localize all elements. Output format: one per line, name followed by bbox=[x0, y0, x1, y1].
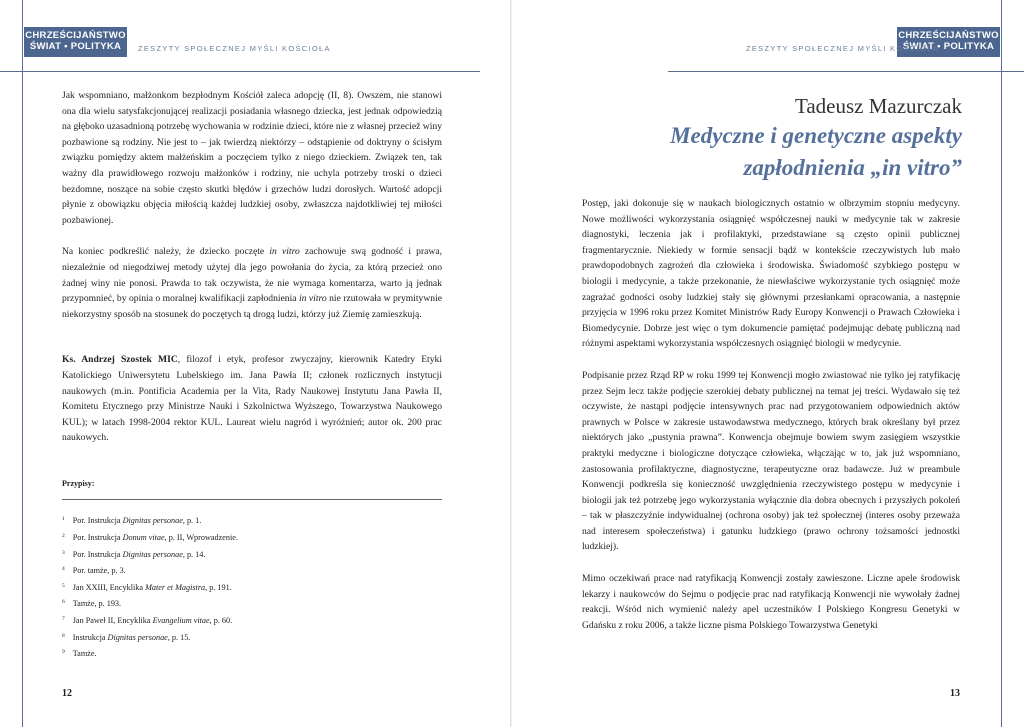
footnote-text: , p. 14. bbox=[182, 549, 206, 559]
footnote-number: 3 bbox=[62, 549, 65, 556]
text-run: Na koniec podkreślić należy, że dziecko poczęte bbox=[62, 246, 270, 258]
footnote bbox=[62, 579, 442, 596]
footnote bbox=[62, 512, 442, 529]
running-header: ZESZYTY SPOŁECZNEJ MYŚLI KOŚCIOŁA bbox=[746, 44, 939, 53]
footnote-text: , p. 1. bbox=[182, 516, 202, 526]
bio-name: Ks. Andrzej Szostek MIC bbox=[62, 354, 178, 366]
logo-line-1: CHRZEŚCIJAŃSTWO bbox=[898, 30, 999, 41]
margin-rule bbox=[1001, 0, 1002, 727]
footnote bbox=[62, 546, 442, 563]
footnote-number: 1 bbox=[62, 516, 65, 523]
footnote-text: Tamże. bbox=[72, 649, 97, 659]
footnote-text-italic: Donum vitae bbox=[122, 533, 165, 543]
footnote-text: Por. tamże, p. 3. bbox=[72, 566, 126, 576]
footnote-text-italic: Dignitas personae bbox=[122, 516, 183, 526]
footnote-number: 6 bbox=[62, 599, 65, 606]
text-run: zachowuje swą godność i prawa, niezależnie od niegodziwej metody użytej dla jego powołania do życia, za którą przecież ono żadnej winy nie ponosi. Prawda to tak oczywista, że nie wymaga komentarza, warto ją jednak przypomnieć, by opinia o moralnej kwalifikacji zapłodnienia bbox=[62, 246, 443, 305]
footnote-text: , p. 191. bbox=[205, 582, 232, 592]
footnote bbox=[62, 645, 442, 662]
footnote-text: , p. II, Wprowadzenie. bbox=[164, 533, 238, 543]
footnote-number: 7 bbox=[62, 616, 65, 623]
footnotes-rule bbox=[62, 499, 442, 500]
text-run-italic: in vitro bbox=[269, 246, 300, 258]
footnote-text-italic: Evangelium vitae bbox=[152, 616, 210, 626]
footnote-text: , p. 60. bbox=[209, 616, 233, 626]
footnote-number: 9 bbox=[62, 649, 65, 656]
footnote-number: 4 bbox=[62, 566, 65, 573]
footnote-text-italic: Dignitas personae bbox=[107, 632, 168, 642]
footnote-text: , p. 15. bbox=[167, 632, 191, 642]
running-header: ZESZYTY SPOŁECZNEJ MYŚLI KOŚCIOŁA bbox=[138, 44, 331, 53]
footnote bbox=[62, 629, 442, 646]
footnote bbox=[62, 595, 442, 612]
footnote-text: Instrukcja bbox=[72, 632, 108, 642]
footnote-text: Por. Instrukcja bbox=[72, 533, 123, 543]
paragraph: Postęp, jaki dokonuje się w naukach biologicznych ostatnio w olbrzymim stopniu medycyny. Nowe możliwości wykorzystania osiągnięć współczesnej nauki w medycynie tak w zakresie diagnostyki, leczenia jak i profilaktyki, przedstawiane są często opinii publicznej fragmentarycznie. Niekiedy w formie sensacji bądź w kontekście rzeczywistych lub mało prawdopodobnych zagrożeń dla człowieka i środowiska. Świadomość szybkiego postępu w biologii i medycynie, a także przekonanie, że niewłaściwe wykorzystanie tych osiągnięć może zagrażać godności osoby ludzkiej stały się głównymi przesłankami opracowania, a następnie przyjęcia w 1996 roku przez Komitet Ministrów Rady Europy Konwencji o Prawach Człowieka i Biomedycynie. Dobrze jest więc o tym dokumencie pamiętać podejmując debatę publiczną nad różnymi aspektami wykorzystania współczesnych osiągnięć biologii w medycynie. bbox=[582, 198, 960, 350]
logo-line-2: ŚWIAT • POLITYKA bbox=[29, 41, 122, 52]
author-bio bbox=[62, 352, 442, 446]
footnote-text-italic: Mater et Magistra bbox=[145, 582, 206, 592]
left-text-column bbox=[62, 88, 442, 662]
footnotes-list bbox=[62, 512, 442, 661]
paragraph: Podpisanie przez Rząd RP w roku 1999 tej Konwencji mogło zwiastować nie tylko jej ratyfikację przez Sejm lecz także podjęcie szerokiej debaty publicznej na temat jej treści. Wydawało się też oczywiste, że nastąpi podjęcie intensywnych prac nad przygotowaniem odpowiednich aktów prawnych w Polsce w zakresie ustawodawstwa medycznego, których brak określany był przez niektórych jako „pustynia prawna”. Konwencja obejmuje bowiem swym zasięgiem wszystkie praktyki medyczne i biologiczne dotyczące człowieka, włączając w to, jak już wspomniano, zastosowania profilaktyczne, diagnostyczne, terapeutyczne oraz badawcze. Już w preambule Konwencji podkreśla się konieczność uwzględnienia rzeczywistego postępu w medycynie i biologii jak też potrzebę jego wykorzystania wyłącznie dla dobra obecnych i przyszłych pokoleń – tak w płaszczyźnie indywidualnej (ochrona osoby) jak też społecznej (interes osoby przeważa nad interesem społeczeństwa) i gatunku ludzkiego (prawo ochrony tożsamości jednostki ludzkiej). bbox=[582, 369, 960, 553]
footnote bbox=[62, 562, 442, 579]
logo-line-1: CHRZEŚCIJAŃSTWO bbox=[25, 30, 126, 41]
logo-line-2: ŚWIAT • POLITYKA bbox=[902, 41, 995, 52]
article-author: Tadeusz Mazurczak bbox=[794, 94, 962, 118]
footnote-number: 8 bbox=[62, 632, 65, 639]
footnotes-label: Przypisy: bbox=[62, 478, 95, 488]
header-rule bbox=[668, 71, 1024, 72]
paragraph: Mimo oczekiwań prace nad ratyfikacją Konwencji zostały zawieszone. Liczne apele środowisk lekarzy i naukowców do Sejmu o podjęcie prac nad ratyfikacją Konwencji nie wywołały żadnej reakcji. Wśród nich wymienić należy apel uczestników I Polskiego Kongresu Genetyki w Gdańsku z roku 2006, a także liczne pisma Polskiego Towarzystwa Genetyki bbox=[582, 573, 960, 631]
footnote-text: Por. Instrukcja bbox=[72, 549, 123, 559]
footnote bbox=[62, 529, 442, 546]
article-heading bbox=[670, 94, 962, 183]
journal-logo bbox=[24, 27, 127, 57]
footnote-text: Tamże, p. 193. bbox=[72, 599, 122, 609]
bio-text: , filozof i etyk, profesor zwyczajny, kierownik Katedry Etyki Katolickiego Uniwersytetu Lubelskiego im. Jana Pawła II; członek rozlicznych instytucji naukowych (m.in. Pontificia Academia per la Vita, Rady Naukowej Instytutu Jana Pawła II, Komitetu Etycznego przy Ministrze Nauki i Szkolnictwa Wyższego, Towarzystwa Naukowego KUL); w latach 1998-2004 rektor KUL. Laureat wielu nagród i wyróżnień; autor ok. 200 prac naukowych. bbox=[62, 354, 442, 444]
text-run: nie rzutowała w prymitywnie niekorzystny sposób na stosunek do poczętych tą drogą ludzi, którzy już Ziemię zamieszkują. bbox=[62, 293, 442, 320]
footnote-text-italic: Dignitas personae bbox=[122, 549, 183, 559]
footnote bbox=[62, 612, 442, 629]
margin-rule bbox=[22, 0, 23, 727]
footnote-text: Jan Paweł II, Encyklika bbox=[72, 616, 153, 626]
header-rule bbox=[0, 71, 480, 72]
text-run-italic: in vitro bbox=[298, 293, 327, 305]
right-text-column bbox=[582, 196, 960, 649]
article-title-line-1: Medyczne i genetyczne aspekty bbox=[670, 123, 962, 148]
footnote-number: 2 bbox=[62, 533, 65, 540]
page-number: 13 bbox=[950, 688, 960, 699]
right-page bbox=[512, 0, 1024, 727]
footnote-text: Por. Instrukcja bbox=[72, 516, 123, 526]
paragraph: Jak wspomniano, małżonkom bezpłodnym Kościół zaleca adopcję (II, 8). Owszem, nie stanowi ona dla wielu satysfakcjonującej realizacji posiadania własnego dziecka, jest jednak odpowiedzią na głęboko uzasadnioną potrzebę wychowania w rodzinie dzieci, które nie z własnej przeciež winy pozbawione są rodziny. Nie jest to – jak twierdzą niektórzy – odstąpienie od doktryny o ścisłym związku pomiędzy aktem małżeńskim a poczęciem tylko z niego dzieckiem. Związek ten, tak ważny dla prawidłowego rozwoju małżonków i rodziny, nie uchyla potrzeby troski o dzieci bezdomne, noszące na sobie często skutki błędów i grzechów ludzi dorosłych. Wartość adopcji płynie z obowiązku objęcia miłością każdej ludzkiej osoby, zwłaszcza najdotkliwiej tej miłości pozbawionej. bbox=[62, 90, 442, 226]
footnote-text: Jan XXIII, Encyklika bbox=[72, 582, 146, 592]
article-title-line-2: zapłodnienia „in vitro” bbox=[743, 155, 962, 180]
page-number: 12 bbox=[62, 688, 72, 699]
footnote-number: 5 bbox=[62, 582, 65, 589]
paragraph bbox=[62, 244, 442, 322]
